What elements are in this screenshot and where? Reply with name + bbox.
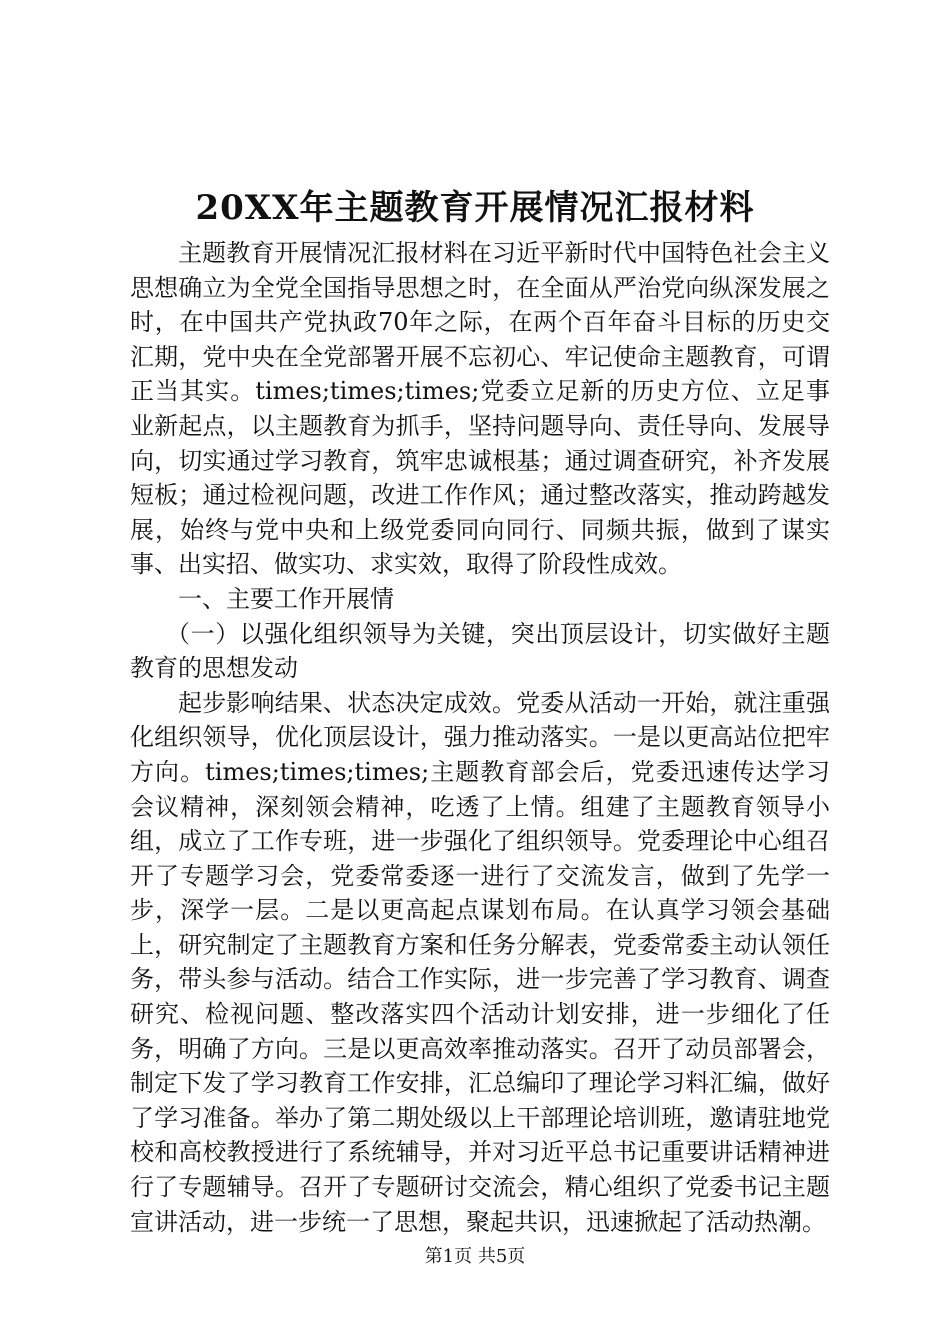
- page-footer: 第1页 共5页: [424, 1246, 526, 1267]
- document-body: [130, 236, 830, 1239]
- document-title: 20XX年主题教育开展情况汇报材料: [195, 188, 755, 228]
- subsection-heading: （一）以强化组织领导为关键，突出顶层设计，切实做好主题教育的思想发动: [130, 619, 830, 683]
- intro-paragraph: 主题教育开展情况汇报材料在习近平新时代中国特色社会主义思想确立为全党全国指导思想之时，在全面从严治党向纵深发展之时，在中国共产党执政70年之际，在两个百年奋斗目标的历史交汇期，党中央在全党部署开展不忘初心、牢记使命主题教育，可谓正当其实。times;times;times;党委立足新的历史方位、立足事业新起点，以主题教育为抓手，坚持问题导向、责任导向、发展导向，切实通过学习教育，筑牢忠诚根基；通过调查研究，补齐发展短板；通过检视问题，改进工作作风；通过整改落实，推动跨越发展，始终与党中央和上级党委同向同行、同频共振，做到了谋实事、出实招、做实功、求实效，取得了阶段性成效。: [130, 239, 830, 579]
- section-heading: 一、主要工作开展情: [178, 584, 394, 613]
- body-paragraph: 起步影响结果、状态决定成效。党委从活动一开始，就注重强化组织领导，优化顶层设计，强力推动落实。一是以更高站位把牢方向。times;times;times;主题教育部会后，党委迅速传达学习会议精神，深刻领会精神，吃透了上情。组建了主题教育领导小组，成立了工作专班，进一步强化了组织领导。党委理论中心组召开了专题学习会，党委常委逐一进行了交流发言，做到了先学一步，深学一层。二是以更高起点谋划布局。在认真学习领会基础上，研究制定了主题教育方案和任务分解表，党委常委主动认领任务，带头参与活动。结合工作实际，进一步完善了学习教育、调查研究、检视问题、整改落实四个活动计划安排，进一步细化了任务，明确了方向。三是以更高效率推动落实。召开了动员部署会，制定下发了学习教育工作安排，汇总编印了理论学习料汇编，做好了学习准备。举办了第二期处级以上干部理论培训班，邀请驻地党校和高校教授进行了系统辅导，并对习近平总书记重要讲话精神进行了专题辅导。召开了专题研讨交流会，精心组织了党委书记主题宣讲活动，进一步统一了思想，聚起共识，迅速掀起了活动热潮。: [130, 688, 830, 1236]
